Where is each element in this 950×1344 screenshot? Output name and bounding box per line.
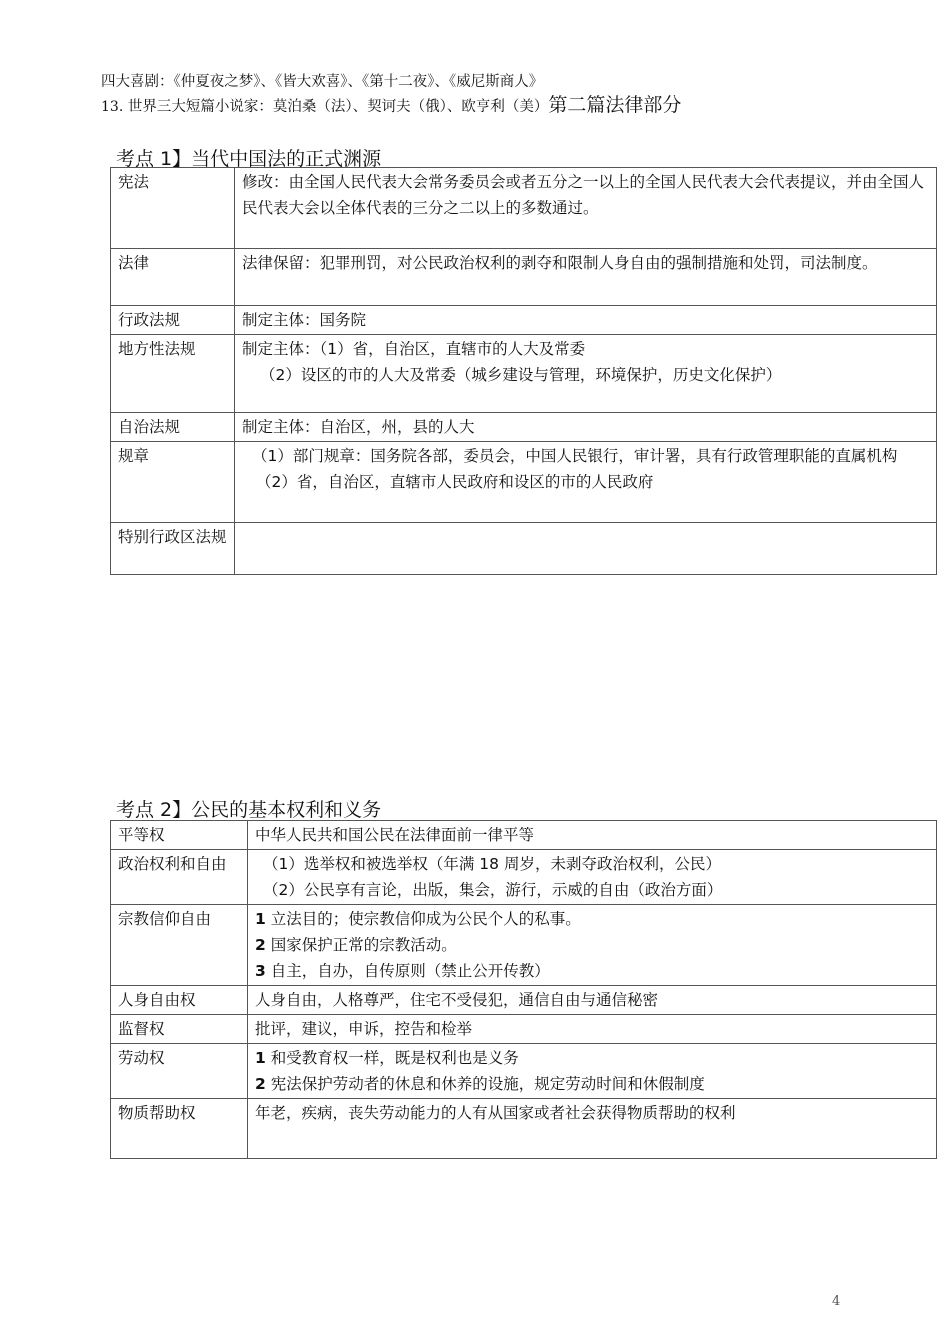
content-line (255, 1045, 930, 1071)
row-content (235, 413, 937, 442)
row-content (248, 821, 937, 850)
row-content (248, 1099, 937, 1159)
list-number: 13. (101, 99, 124, 115)
table-row (111, 306, 937, 335)
content-line: （1）选举权和被选举权（年满 18 周岁，未剥夺政治权利，公民） (263, 855, 721, 873)
row-label: 宗教信仰自由 (111, 905, 248, 986)
row-content (235, 249, 937, 306)
section2-heading: 考点 2】公民的基本权利和义务 (116, 799, 382, 821)
row-label: 自治法规 (111, 413, 235, 442)
item-text: 立法目的；使宗教信仰成为公民个人的私事。 (270, 910, 581, 928)
row-label: 宪法 (111, 168, 235, 249)
table-row (111, 523, 937, 575)
intro-line-story-writers (101, 90, 681, 117)
row-content (248, 1015, 937, 1044)
item-text: 和受教育权一样，既是权利也是义务 (270, 1049, 519, 1067)
item-number: 2 (255, 936, 266, 954)
citizen-rights-table (110, 820, 937, 1159)
content-line: 修改：由全国人民代表大会常务委员会或者五分之一以上的全国人民代表大会代表提议，并由全国人民代表大会以全体代表的三分之二以上的多数通过。 (242, 173, 925, 217)
table-row (111, 1015, 937, 1044)
content-line: 制定主体：国务院 (242, 311, 367, 329)
row-content (248, 905, 937, 986)
row-label: 平等权 (111, 821, 248, 850)
content-line: 法律保留：犯罪刑罚，对公民政治权利的剥夺和限制人身自由的强制措施和处罚，司法制度。 (242, 254, 878, 272)
row-content (235, 442, 937, 523)
item-text: 国家保护正常的宗教活动。 (270, 936, 457, 954)
table-row (111, 1099, 937, 1159)
row-content (248, 1044, 937, 1099)
table-row (111, 249, 937, 306)
row-content (235, 168, 937, 249)
content-line (255, 958, 930, 984)
table-row (111, 335, 937, 413)
table-row (111, 413, 937, 442)
content-line: （2）公民享有言论，出版，集会，游行，示威的自由（政治方面） (263, 881, 723, 899)
item-number: 3 (255, 962, 266, 980)
section1-heading: 考点 1】当代中国法的正式渊源 (116, 148, 382, 170)
table-row (111, 1044, 937, 1099)
content-line: 中华人民共和国公民在法律面前一律平等 (255, 826, 535, 844)
row-label: 规章 (111, 442, 235, 523)
intro-line-comedies: 四大喜剧：《仲夏夜之梦》、《皆大欢喜》、《第十二夜》、《威尼斯商人》 (101, 74, 544, 90)
story-writers-text: 世界三大短篇小说家：莫泊桑（法）、契诃夫（俄）、欧亨利（美） (127, 99, 549, 115)
law-sources-table (110, 167, 937, 575)
item-number: 2 (255, 1075, 266, 1093)
row-content (248, 986, 937, 1015)
table-row (111, 986, 937, 1015)
table-row (111, 821, 937, 850)
row-content (235, 523, 937, 575)
content-line: （1）部门规章：国务院各部，委员会，中国人民银行，审计署，具有行政管理职能的直属机构 (252, 447, 898, 465)
table-row (111, 442, 937, 523)
table-row (111, 905, 937, 986)
content-line (255, 1071, 930, 1097)
content-line: （2）省，自治区，直辖市人民政府和设区的市的人民政府 (256, 473, 654, 491)
item-number: 1 (255, 1049, 266, 1067)
content-line: 人身自由，人格尊严，住宅不受侵犯，通信自由与通信秘密 (255, 991, 659, 1009)
row-content (235, 335, 937, 413)
row-label: 地方性法规 (111, 335, 235, 413)
page-number: 4 (832, 1294, 841, 1309)
part-title: 第二篇法律部分 (548, 94, 682, 116)
row-label: 行政法规 (111, 306, 235, 335)
row-content (235, 306, 937, 335)
row-label: 劳动权 (111, 1044, 248, 1099)
row-label: 特别行政区法规 (111, 523, 235, 575)
item-text: 宪法保护劳动者的休息和休养的设施，规定劳动时间和休假制度 (270, 1075, 705, 1093)
row-content (248, 850, 937, 905)
row-label: 政治权利和自由 (111, 850, 248, 905)
row-label: 物质帮助权 (111, 1099, 248, 1159)
row-label: 法律 (111, 249, 235, 306)
content-line (255, 932, 930, 958)
item-number: 1 (255, 910, 266, 928)
row-label: 人身自由权 (111, 986, 248, 1015)
content-line: 批评，建议，申诉，控告和检举 (255, 1020, 473, 1038)
item-text: 自主，自办，自传原则（禁止公开传教） (270, 962, 550, 980)
content-line: 年老，疾病，丧失劳动能力的人有从国家或者社会获得物质帮助的权利 (255, 1104, 736, 1122)
table-row (111, 850, 937, 905)
table-row (111, 168, 937, 249)
content-line: 制定主体：（1）省，自治区，直辖市的人大及常委 (242, 340, 586, 358)
content-line: （2）设区的市的人大及常委（城乡建设与管理，环境保护，历史文化保护） (260, 366, 782, 384)
content-line: 制定主体：自治区，州，县的人大 (242, 418, 475, 436)
row-label: 监督权 (111, 1015, 248, 1044)
content-line (255, 906, 930, 932)
